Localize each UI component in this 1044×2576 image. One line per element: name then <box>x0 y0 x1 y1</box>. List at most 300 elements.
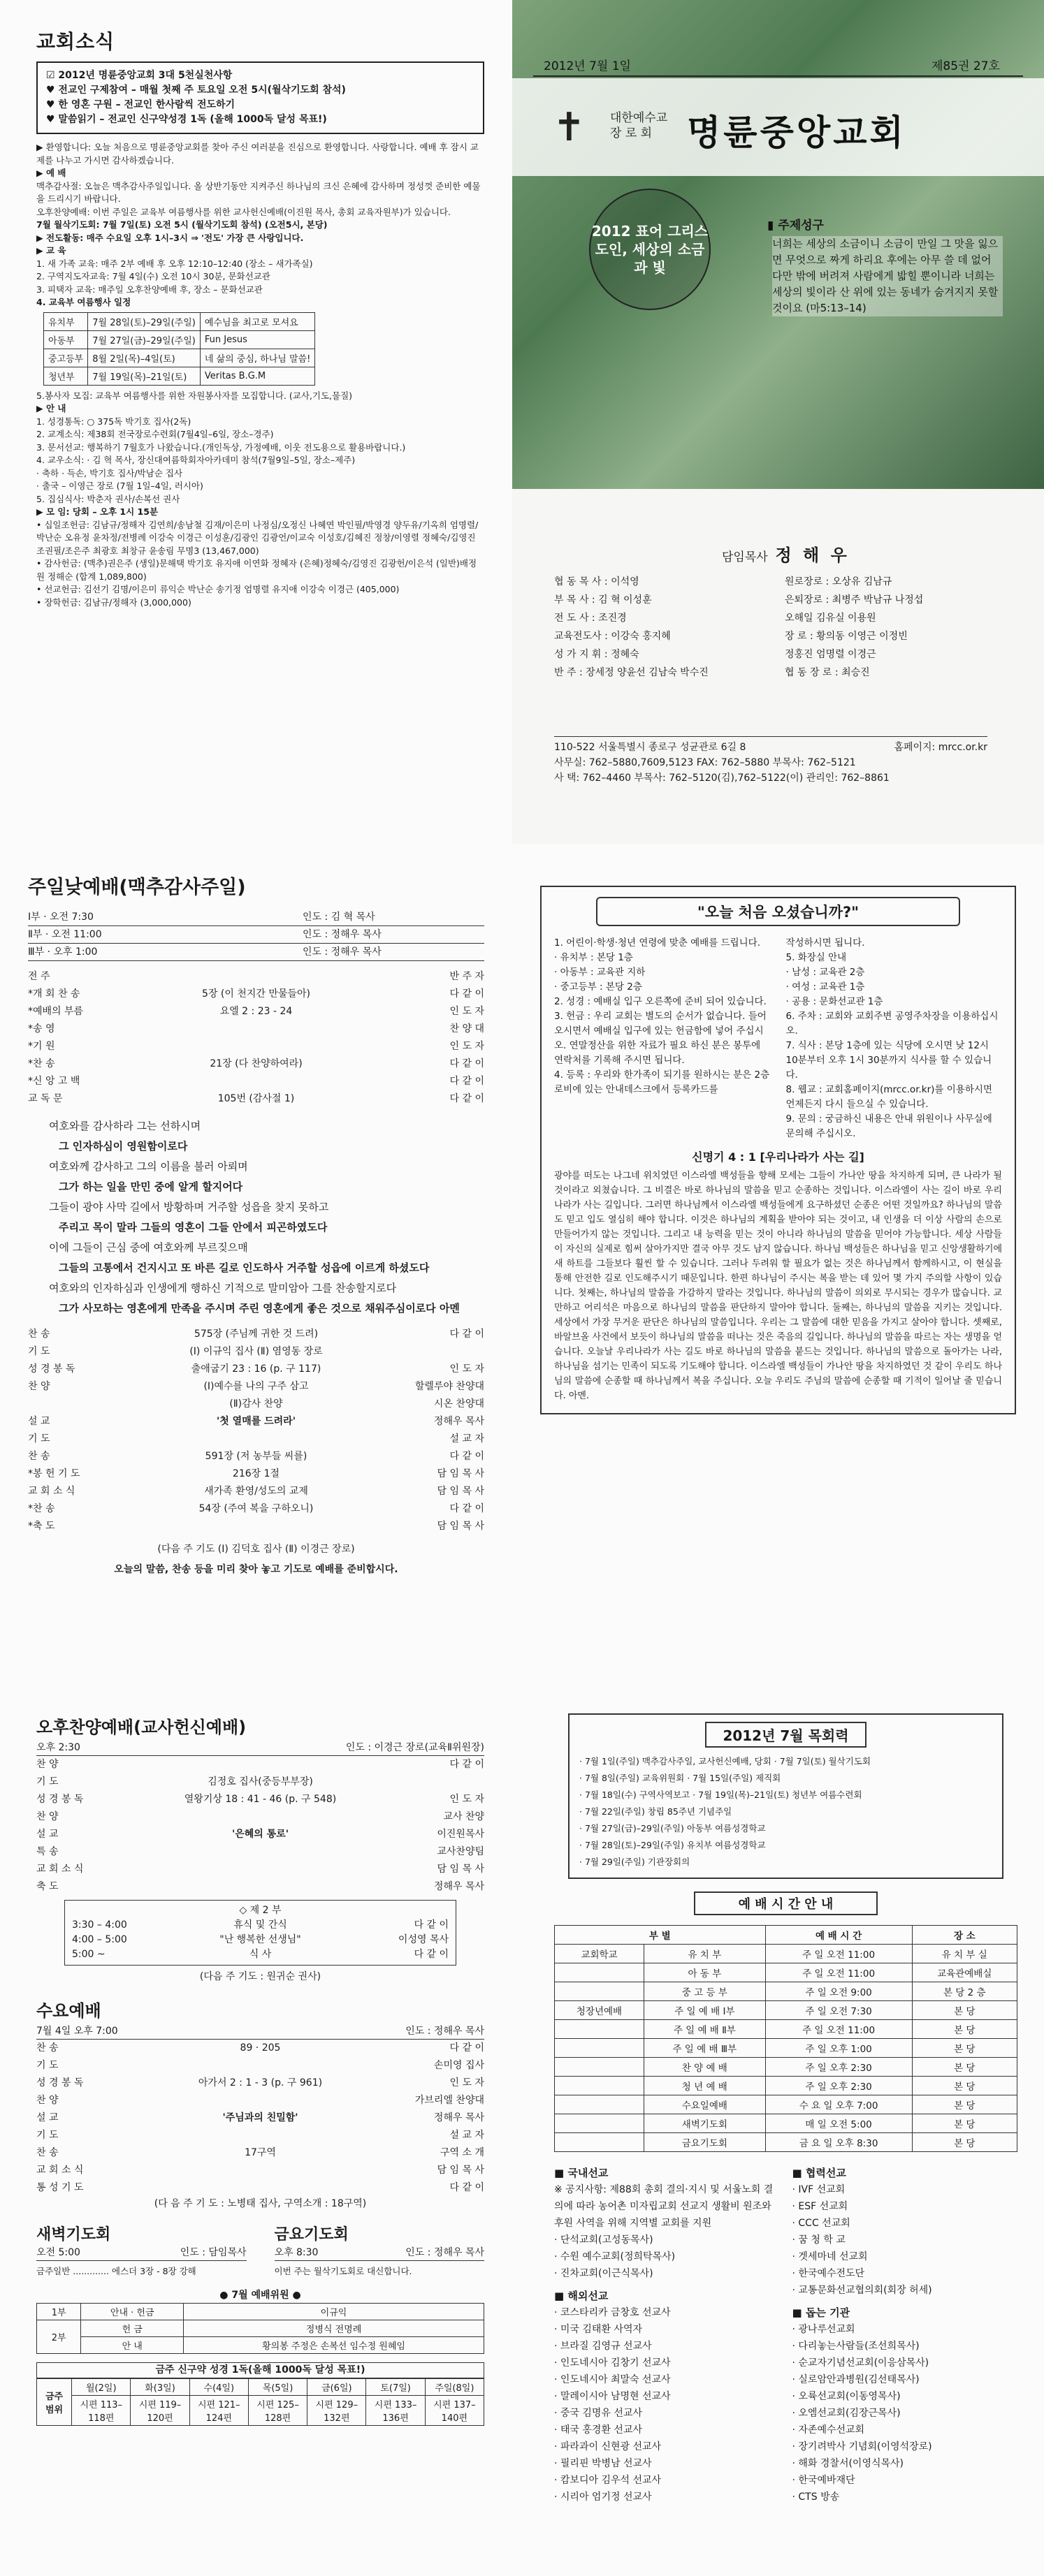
order-item: 찬 송 <box>36 2042 59 2054</box>
order-person: 인 도 자 <box>449 1006 484 1017</box>
order-item: 교 독 문 <box>28 1093 63 1104</box>
staff-entry: 성 가 지 휘 : 정혜숙 <box>554 649 639 660</box>
part2-item: "난 행복한 선생님" <box>219 1934 301 1945</box>
denomination-line: 대한예수교 <box>610 111 668 125</box>
monthly-calendar <box>568 1713 1003 1879</box>
table-row <box>555 2077 1017 2095</box>
order-row <box>28 1361 484 1378</box>
order-detail: 아가서 2 : 1 - 3 (p. 구 961) <box>198 2077 323 2088</box>
order-person: 인 도 자 <box>449 2077 484 2088</box>
partner-missions-title: ■ 협력선교 <box>792 2167 846 2179</box>
order-row <box>28 1483 484 1500</box>
denomination <box>610 110 667 141</box>
theme-heading: ▮ 주제성구 <box>767 219 824 233</box>
order-row <box>28 1430 484 1448</box>
notice: 오후찬양예배: 이번 주일은 교육부 여름행사를 위한 교사헌신예배(이진원 목사, 총회 교육자원부)가 있습니다. <box>36 206 451 217</box>
order-item: *신 앙 고 백 <box>28 1076 80 1087</box>
order-detail <box>120 2092 400 2109</box>
litany-line: 그들이 광야 사막 길에서 방황하며 거주할 성읍을 찾지 못하고 <box>49 1201 329 1213</box>
table-row <box>44 312 315 330</box>
order-item: *개 회 찬 송 <box>28 988 80 1000</box>
order-item: 찬 송 <box>36 2147 59 2158</box>
dawn-leader: 인도 : 담임목사 <box>180 2247 247 2258</box>
afternoon-part2 <box>64 1900 456 1966</box>
notice: · 출국 – 이영근 장로 (7월 1일–4일, 러시아) <box>36 481 203 491</box>
order-detail: 89 · 205 <box>240 2042 281 2054</box>
cell: 황의봉 주정은 손복선 임수정 원혜임 <box>184 2336 484 2353</box>
cell: 아 동 부 <box>644 1963 766 1982</box>
order-row <box>28 1090 484 1108</box>
goals-box <box>36 61 484 134</box>
order-person <box>400 1343 484 1361</box>
order-row <box>28 1055 484 1073</box>
theme-verse: 너희는 세상의 소금이니 소금이 만일 그 맛을 잃으면 무엇으로 짜게 하리요 후에는 아무 쓸 데 없어 다만 밖에 버려져 사람에게 밟힐 뿐이니라 너희는 세상의 빛이라 산 위에 있는 동네가 숨겨지지 못할 것이요 (마5:13–14) <box>772 236 1003 316</box>
order-person: 찬 양 대 <box>449 1023 484 1034</box>
order-row <box>36 2179 484 2197</box>
order-detail: (Ⅰ) 이규익 집사 (Ⅱ) 염영동 장로 <box>189 1346 323 1357</box>
dawn-text: 금주일반 ............. 에스더 3장 - 8장 강해 <box>36 2266 196 2276</box>
sunday-service-title: 주일낮예배(맥추감사주일) <box>28 877 246 898</box>
prep-note: 오늘의 말씀, 찬송 등을 미리 찾아 놓고 기도로 예배를 준비합시다. <box>114 1564 398 1575</box>
cell: 아동부 <box>44 330 88 349</box>
cover-photo <box>512 0 1044 489</box>
order-row <box>36 1861 484 1878</box>
order-person <box>400 1773 484 1791</box>
welcome-item: 작성하시면 됩니다. <box>785 937 865 949</box>
staff-row <box>554 645 1001 664</box>
cell: 청장년예배 <box>555 2001 644 2020</box>
staff-entry: 반 주 : 장세정 양윤선 김남숙 박수진 <box>554 667 709 678</box>
order-person: 다 같 이 <box>449 1329 484 1340</box>
order-detail <box>120 2162 400 2179</box>
staff-entry: 원로장로 : 오상유 김남규 <box>785 576 892 587</box>
part2-time <box>72 1903 156 1918</box>
service-time-row <box>28 926 484 944</box>
header-cell: 예 배 시 간 <box>765 1926 912 1945</box>
cell: 본 당 <box>912 2133 1017 2152</box>
litany-line: 그들의 고통에서 건지시고 또 바른 길로 인도하사 거주할 성읍에 이르게 하셨도다 <box>59 1261 430 1274</box>
calendar-items <box>579 1753 992 1871</box>
notice: · 축하 · 득손, 박기호 집사/박남순 집사 <box>36 467 183 478</box>
calendar-item: · 7월 22일(주일) 창립 85주년 기념주일 <box>579 1806 732 1817</box>
cell: 유치부 <box>44 312 88 330</box>
litany-line: 그가 사모하는 영혼에게 만족을 주시며 주린 영혼에게 좋은 것으로 채워주심이로다 아멘 <box>59 1302 460 1315</box>
order-item: 기 도 <box>28 1433 50 1444</box>
mission-item: · 다리놓는사람들(조선희목사) <box>792 2341 920 2352</box>
reading-range: 시편 113–118편 <box>72 2395 131 2425</box>
staff-entry: 협 동 장 로 : 최승진 <box>785 667 870 678</box>
order-row <box>36 2092 484 2109</box>
cell: 7월 19일(목)–21일(토) <box>88 367 201 385</box>
issue-number: 제85권 27호 <box>931 59 1000 73</box>
service-times <box>28 909 484 961</box>
litany-line: 그가 하는 일을 만민 중에 알게 할지어다 <box>59 1180 243 1193</box>
cell: 본 당 <box>912 2114 1017 2133</box>
table-row <box>44 349 315 367</box>
phone-office: 사무실: 762–5880,7609,5123 FAX: 762–5880 부목사: 762–5121 <box>554 757 856 768</box>
order-detail: 105번 (감사절 1) <box>217 1093 295 1104</box>
order-person: 다 같 이 <box>449 1451 484 1462</box>
reading-day: 월(2일) <box>72 2378 131 2395</box>
mission-item: · ESF 선교회 <box>792 2201 848 2212</box>
order-person: 담 임 목 사 <box>437 1486 484 1497</box>
order-item <box>28 1396 112 1413</box>
order-row <box>36 2057 484 2074</box>
service-time: Ⅰ부 · 오전 7:30 <box>28 912 94 923</box>
order-detail: 요엘 2 : 23 - 24 <box>219 1006 293 1017</box>
reading-day: 금(6일) <box>307 2378 366 2395</box>
part2-row <box>72 1947 449 1962</box>
domestic-missions-title: ■ 국내선교 <box>554 2167 609 2179</box>
order-person: 다 같 이 <box>449 2182 484 2193</box>
table-row <box>555 2114 1017 2133</box>
calendar-item: · 7월 8일(주일) 교육위원회 · 7월 15일(주일) 제직회 <box>579 1773 781 1783</box>
address-block <box>554 733 987 786</box>
notice: 4. 교우소식: · 김 혁 목사, 장신대여름학회자아카데미 참석(7월9일–5일, 장소–제주) <box>36 455 356 465</box>
calendar-item: · 7월 1일(주일) 맥추감사주일, 교사헌신예배, 당회 · 7월 7일(토) 월삭기도회 <box>579 1756 871 1766</box>
order-detail: 575장 (주님께 귀한 것 드려) <box>194 1329 319 1340</box>
cell <box>555 2133 644 2152</box>
order-item: *예배의 부름 <box>28 1006 84 1017</box>
cell: 금 요 일 오후 8:30 <box>765 2133 912 2152</box>
notice: • 감사헌금: (맥추)권은주 (생일)문해택 박기호 유지애 이연화 정혜자 (은혜)정혜숙/김영진 김광헌/이은석 (일반)배정원 정해순 (합계 1,089,800) <box>36 558 477 582</box>
cell <box>555 1982 644 2001</box>
mission-item: · 캄보디아 김우석 선교사 <box>554 2475 662 2486</box>
friday-time: 오후 8:30 <box>274 2247 319 2258</box>
litany-line: 여호와께 감사하고 그의 이름을 불러 아뢰며 <box>49 1160 248 1173</box>
order-of-worship-2 <box>28 1326 484 1535</box>
cell: 주 일 오전 11:00 <box>765 1945 912 1963</box>
notice: 7월 월삭기도회: 7월 7일(토) 오전 5시 (월삭기도회 참석) (오전5시, 본당) <box>36 219 328 230</box>
next-prayer: (다음 주 기도 (Ⅰ) 김덕호 집사 (Ⅱ) 이경근 장로) <box>157 1544 355 1555</box>
order-person: 인 도 자 <box>449 1794 484 1805</box>
part2-person <box>365 1903 449 1918</box>
cell: 네 삶의 중심, 하나님 말씀! <box>200 349 314 367</box>
mission-item: · 오륙선교회(이동영목사) <box>792 2391 901 2402</box>
mission-item: · 교통문화선교협의회(회장 허세) <box>792 2285 932 2296</box>
staff-entry: 협 동 목 사 : 이석영 <box>554 576 639 587</box>
order-person: 다 같 이 <box>449 1503 484 1514</box>
reading-range: 시편 137–140편 <box>425 2395 484 2425</box>
cell: 주 일 오후 2:30 <box>765 2077 912 2095</box>
cell: 이규익 <box>184 2303 484 2320</box>
order-detail <box>112 968 400 986</box>
supported-orgs-title: ■ 돕는 기관 <box>792 2306 850 2319</box>
order-person: 다 같 이 <box>449 1759 484 1770</box>
order-row <box>28 1413 484 1430</box>
cell: 예수님을 최고로 모셔요 <box>200 312 314 330</box>
notice: ▶ 모 임: 당회 – 오후 1시 15분 <box>36 506 159 517</box>
notice: 2. 구역지도자교육: 7월 4일(수) 오전 10시 30분, 문화선교관 <box>36 271 270 281</box>
part2-person: 이성영 목사 <box>398 1934 449 1945</box>
order-person: 구역 소 개 <box>440 2147 484 2158</box>
welcome-item: 7. 식사 : 본당 1층에 있는 식당에 오시면 낮 12시 10분부터 오후 1시 30분까지 식사를 할 수 있습니다. <box>785 1040 992 1081</box>
order-row <box>28 1518 484 1535</box>
order-row <box>28 1020 484 1038</box>
cell: 청 년 예 배 <box>644 2077 766 2095</box>
reading-label: 금주 범위 <box>37 2378 72 2425</box>
order-detail <box>120 1756 400 1773</box>
header-cell: 장 소 <box>912 1926 1017 1945</box>
mission-item: · 인도네시아 김창기 선교사 <box>554 2357 671 2369</box>
order-item: *찬 송 <box>28 1503 55 1514</box>
order-row <box>36 1791 484 1808</box>
cell: 7월 28일(토)–29일(주일) <box>88 312 201 330</box>
order-row <box>36 2144 484 2162</box>
church-name: 명륜중앙교회 <box>687 112 906 153</box>
missions <box>554 2165 1017 2505</box>
order-item: 축 도 <box>36 1881 59 1892</box>
cell: 주 일 오전 11:00 <box>765 1963 912 1982</box>
notice: 3. 문서선교: 행복하기 7월호가 나왔습니다.(개인독상, 가정예배, 이웃 전도용으로 활용바랍니다.) <box>36 441 406 453</box>
order-row <box>28 1396 484 1413</box>
order-item: 교 회 소 식 <box>36 2165 84 2176</box>
welcome-right <box>786 936 1003 1141</box>
welcome-left <box>554 936 771 1141</box>
notice: 3. 피택자 교육: 매주일 오후찬양예배 후, 장소 – 문화선교관 <box>36 284 263 295</box>
friday-title: 금요기도회 <box>274 2226 349 2244</box>
cell: 주 일 오후 1:00 <box>765 2039 912 2058</box>
order-row <box>36 2040 484 2057</box>
cell: 교회학교 <box>555 1945 644 1963</box>
notice: ▶ 환영합니다: 오늘 처음으로 명륜중앙교회를 찾아 주신 여러분을 진심으로 환영합니다. 사랑합니다. 예배 후 잠시 교제를 나누고 가시면 감사하겠습니다. <box>36 142 479 166</box>
mission-item: · 장기려박사 기념회(이영석장로) <box>792 2441 932 2452</box>
reading-day: 주일(8일) <box>425 2378 484 2395</box>
order-item: 교 회 소 식 <box>36 1864 84 1875</box>
table-row <box>44 367 315 385</box>
welcome-item: 6. 주차 : 교회와 교회주변 공영주차장을 이용하십시오. <box>785 1011 999 1037</box>
table-row <box>555 1945 1017 1963</box>
senior-pastor <box>722 541 850 566</box>
afternoon-time: 오후 2:30 <box>36 1742 80 1753</box>
table-row <box>555 2095 1017 2114</box>
cell: 헌 금 <box>81 2320 184 2336</box>
order-detail: '은혜의 통로' <box>231 1829 289 1840</box>
dawn-title: 새벽기도회 <box>36 2226 111 2244</box>
order-detail <box>112 1020 400 1038</box>
mission-item: ※ 공지사항: 제88회 총회 결의·지시 및 서울노회 결의에 따라 농어촌 미자립교회 선교지 생활비 원조와 후원 사역을 위해 지역별 교회를 지원 <box>554 2184 774 2229</box>
order-item: 전 주 <box>28 971 50 982</box>
goals-line: ♥ 한 영혼 구원 – 전교인 한사람씩 전도하기 <box>46 99 235 110</box>
welcome-item: · 아동부 : 교육관 지하 <box>554 967 646 978</box>
mission-item: · 자존예수선교회 <box>792 2424 865 2436</box>
wednesday-order <box>36 2040 484 2197</box>
order-person: 이진원목사 <box>437 1829 484 1840</box>
cell: 주 일 오전 9:00 <box>765 1982 912 2001</box>
cell <box>555 2058 644 2077</box>
mission-item: · 인도네시아 최말숙 선교사 <box>554 2374 671 2385</box>
mission-item: · 미국 김태환 사역자 <box>554 2324 642 2335</box>
responsive-reading <box>49 1116 484 1319</box>
header-cell: 부 별 <box>555 1926 766 1945</box>
table-row <box>555 1963 1017 1982</box>
order-person: 교사 찬양 <box>443 1811 484 1822</box>
cell: 수 요 일 오후 7:00 <box>765 2095 912 2114</box>
order-person: 다 같 이 <box>449 2042 484 2054</box>
staff-entry: 은퇴장로 : 최병주 박남규 나정섭 <box>785 594 924 606</box>
litany-line: 이에 그들이 근심 중에 여호와께 부르짖으매 <box>49 1241 248 1254</box>
order-item: *찬 송 <box>28 1058 55 1069</box>
order-row <box>28 1343 484 1361</box>
wednesday-next: (다 음 주 기 도 : 노병태 집사, 구역소개 : 18구역) <box>154 2198 367 2209</box>
order-row <box>28 1326 484 1343</box>
welcome-item: 5. 화장실 안내 <box>785 952 847 963</box>
welcome-item: · 공용 : 문화선교관 1층 <box>785 996 883 1007</box>
domestic-missions <box>554 2181 780 2282</box>
order-item: 성 경 봉 독 <box>28 1363 75 1375</box>
mission-item: · IVF 선교회 <box>792 2184 846 2195</box>
mission-item: · 수원 예수교회(정희탁목사) <box>554 2251 676 2262</box>
mission-item: · CTS 방송 <box>792 2491 840 2503</box>
cell: 본 당 2 층 <box>912 1982 1017 2001</box>
order-item: 찬 양 <box>36 1759 59 1770</box>
order-row <box>28 1448 484 1465</box>
service-time: Ⅲ부 · 오후 1:00 <box>28 946 98 958</box>
service-leader: 인도 : 정해우 목사 <box>303 929 382 940</box>
mission-item: · 순교자기념선교회(이응삼목사) <box>792 2357 929 2369</box>
cross-icon: ✝ <box>553 105 586 150</box>
service-leader: 인도 : 김 혁 목사 <box>303 912 375 923</box>
calendar-panel <box>512 1685 1044 2576</box>
news-title: 교회소식 <box>36 30 115 53</box>
table-row <box>37 2378 484 2395</box>
order-row <box>36 2074 484 2092</box>
order-item: 설 교 <box>36 2112 59 2123</box>
cell: 2부 <box>37 2320 81 2353</box>
order-detail: 김정호 집사(중등부부장) <box>208 1776 313 1787</box>
reading-range: 시편 129–132편 <box>307 2395 366 2425</box>
cover-panel <box>512 0 1044 844</box>
order-person: 인 도 자 <box>449 1363 484 1375</box>
pastor-label: 담임목사 <box>722 550 768 564</box>
litany-line: 주리고 목이 말라 그들의 영혼이 그들 안에서 피곤하였도다 <box>59 1221 328 1234</box>
order-detail: 새가족 환영/성도의 교제 <box>204 1486 308 1497</box>
mission-item: · 해화 경찰서(이영식목사) <box>792 2458 904 2469</box>
reading-range: 시편 119–120편 <box>131 2395 189 2425</box>
litany-line: 여호와의 인자하심과 인생에게 행하신 기적으로 말미암아 그를 찬송할지로다 <box>49 1282 397 1294</box>
calendar-item: · 7월 28일(토)–29일(주일) 유치부 여름성경학교 <box>579 1840 766 1850</box>
order-detail <box>120 2057 400 2074</box>
cell: 주 일 예 배 Ⅰ부 <box>644 2001 766 2020</box>
part2-item: ◇ 제 2 부 <box>239 1905 282 1916</box>
order-person: 다 같 이 <box>449 1093 484 1104</box>
part2-time: 5:00 ~ <box>72 1949 106 1960</box>
part2-row <box>72 1918 449 1933</box>
homepage: 홈페이지: mrcc.or.kr <box>894 742 987 753</box>
order-row <box>28 968 484 986</box>
reading-day: 목(5일) <box>248 2378 307 2395</box>
notice: 1. 새 가족 교육: 매주 2부 예배 후 오후 12:10–12:40 (장소 – 새가족실) <box>36 258 313 269</box>
order-detail: (Ⅰ)예수를 나의 구주 삼고 <box>203 1381 309 1392</box>
notice: 1. 성경통독: ○ 375독 박기호 집사(2독) <box>36 416 191 427</box>
welcome-item: 4. 등록 : 우리와 한가족이 되기를 원하시는 분은 2층 로비에 있는 안내데스크에서 등록카드를 <box>554 1069 770 1095</box>
table-row <box>555 2001 1017 2020</box>
wednesday-title: 수요예배 <box>36 2001 101 2021</box>
cell: 주 일 오전 7:30 <box>765 2001 912 2020</box>
order-detail: 출애굽기 23 : 16 (p. 구 117) <box>191 1363 321 1375</box>
cell: 7월 27일(금)–29일(주일) <box>88 330 201 349</box>
table-row <box>555 1926 1017 1945</box>
scripture-text: 광야를 떠도는 나그네 위치였던 이스라엘 백성들을 향해 모세는 그들이 가나안 땅을 차지하게 되며, 큰 나라가 될 것이라고 외쳤습니다. 그 비결은 바로 하나님의 말씀을 믿고 순종하는 것입니다. 이스라엘이 사는 길이 바로 우리나라가 사는 길입니다. 그러면 하나님께서 이스라엘 백성들에게 요구하셨던 순종은 어떤 것일까요? 하나님의 말씀도 믿고 입도 열심히 해야 합니다. 이것은 하나님의 계획을 받아야 되는 것이고, 내 인생을 더 이상 사람의 손으로 만들어가지 않는 것입니다. 그리고 내 능력을 믿는 것이 아니라 하나님의 말씀을 믿어야 가능합니다. 세상 사람들이 자신의 실제로 힘써 살아가지만 결국 아무 것도 남지 않습니다. 하나님 백성들은 하나님을 믿고 신앙생활하기에 새 하트를 그들보다 훨씬 할 수 있습니다. 그러나 두려워 할 필요가 없는 것은 하나님께서 함께하시고, 이 현실을 통해 안전한 길로 인도해주시기 때문입니다. 한편 하나님이 주시는 복을 받는 데 있어 몇 가지 주의할 사항이 있습니다. 첫째는, 하나님의 말씀을 가감하지 말라는 것입니다. 하나님의 말씀이 의외로 무시되는 경우가 많습니다. 교만하고 어리석은 마음으로 하나님의 말씀을 판단하지 말아야 합니다. 둘째는, 하나님의 말씀을 지키는 것입니다. 세상에서 가장 무거운 판단은 하나님의 말씀입니다. 우리는 그 말씀에 대한 믿음을 가지고 살아야 합니다. 셋째로, 바알브올 사건에서 보듯이 하나님의 말씀을 떠나는 것은 죽음의 길입니다. 하나님의 말씀을 따르는 자는 생명을 얻습니다. 오늘날 우리나라가 사는 길도 바로 하나님의 말씀을 붙드는 것입니다. 하나님의 말씀으로 돌아가는 나라, 하나님을 섬기는 민족이 되도록 기도해야 합니다. 이스라엘 백성들이 가나안 땅을 차지하였던 것 같이 우리도 하나님의 말씀에 순종할 때 하나님께서 복을 주십니다. 오늘 우리도 주님의 말씀에 순종할 때 기적이 일어날 줄 믿습니다. 아멘. <box>554 1171 1002 1401</box>
mission-item: · CCC 선교회 <box>792 2218 850 2229</box>
order-detail: 591장 (저 농부들 씨를) <box>205 1451 307 1462</box>
table-row <box>555 2058 1017 2077</box>
part2-row <box>72 1903 449 1918</box>
staff-entry: 전 도 사 : 조진경 <box>554 613 627 624</box>
order-person: 담 임 목 사 <box>437 2165 484 2176</box>
welcome-panel <box>512 844 1044 1685</box>
notice: ▶ 안 내 <box>36 403 66 414</box>
cell: 안 내 <box>81 2336 184 2353</box>
reading-title: 금주 신구약 성경 1독(올해 1000독 달성 목표!) <box>36 2362 484 2378</box>
table-row <box>555 2039 1017 2058</box>
order-item: 찬 송 <box>28 1329 50 1340</box>
staff-entry: 부 목 사 : 김 혁 이성훈 <box>554 594 652 606</box>
notice: ▶ 교 육 <box>36 245 66 256</box>
cell: 주 일 예 배 Ⅱ부 <box>644 2020 766 2039</box>
afternoon-order <box>36 1756 484 1896</box>
notices-list <box>36 390 484 610</box>
summer-schedule-table <box>43 312 315 386</box>
order-item: 기 도 <box>36 2060 59 2071</box>
order-detail <box>120 1861 400 1878</box>
pastor-name: 정 해 우 <box>775 546 850 565</box>
welcome-item: 2. 성경 : 예배실 입구 오른쪽에 준비 되어 있습니다. <box>554 996 767 1007</box>
order-detail: (Ⅱ)감사 찬양 <box>229 1398 283 1410</box>
scripture-title: 신명기 4 : 1 [우리나라가 사는 길] <box>692 1150 864 1164</box>
order-person: 인 도 자 <box>449 1041 484 1052</box>
part2-item: 식 사 <box>249 1949 272 1960</box>
order-detail <box>120 2179 400 2197</box>
mission-item: · 태국 홍경환 선교사 <box>554 2424 642 2436</box>
order-item: 찬 양 <box>28 1381 50 1392</box>
order-item: 기 도 <box>28 1346 50 1357</box>
service-time-row <box>28 909 484 926</box>
order-detail: 21장 (다 찬양하여라) <box>210 1058 303 1069</box>
issue-date: 2012년 7월 1일 <box>544 59 631 73</box>
service-time-row <box>28 944 484 961</box>
reading-table <box>36 2378 484 2426</box>
order-row <box>36 1878 484 1896</box>
dawn-time: 오전 5:00 <box>36 2247 80 2258</box>
order-person: 교사찬양팀 <box>437 1846 484 1857</box>
order-detail: 5장 (이 천지간 만물들아) <box>202 988 310 1000</box>
staff-entry: 장 로 : 황의동 이영근 이정빈 <box>785 631 908 642</box>
cell: 교육관예배실 <box>912 1963 1017 1982</box>
cell: 본 당 <box>912 2058 1017 2077</box>
welcome-item: 1. 어린이·학생·청년 연령에 맞춘 예배를 드립니다. <box>554 937 760 949</box>
order-row <box>28 986 484 1003</box>
part2-person: 다 같 이 <box>414 1949 449 1960</box>
cell: 주 일 오후 2:30 <box>765 2058 912 2077</box>
cell: 새벽기도회 <box>644 2114 766 2133</box>
cell: 중고등부 <box>44 349 88 367</box>
order-item: 성 경 봉 독 <box>36 2077 84 2088</box>
cell: 찬 양 예 배 <box>644 2058 766 2077</box>
order-person: 담 임 목 사 <box>437 1468 484 1479</box>
order-item: *축 도 <box>28 1521 55 1532</box>
overseas-missions <box>554 2304 780 2505</box>
part2-person: 다 같 이 <box>414 1919 449 1931</box>
welcome-frame <box>540 886 1016 1414</box>
mission-item: · 시리아 엄기정 선교사 <box>554 2491 652 2503</box>
order-person: 다 같 이 <box>449 1058 484 1069</box>
cell: 유 치 부 실 <box>912 1945 1017 1963</box>
address: 110-522 서울특별시 종로구 성균관로 6길 8 <box>554 742 746 753</box>
order-detail <box>112 1073 400 1090</box>
order-item: 성 경 봉 독 <box>36 1794 84 1805</box>
order-detail <box>112 1518 400 1535</box>
